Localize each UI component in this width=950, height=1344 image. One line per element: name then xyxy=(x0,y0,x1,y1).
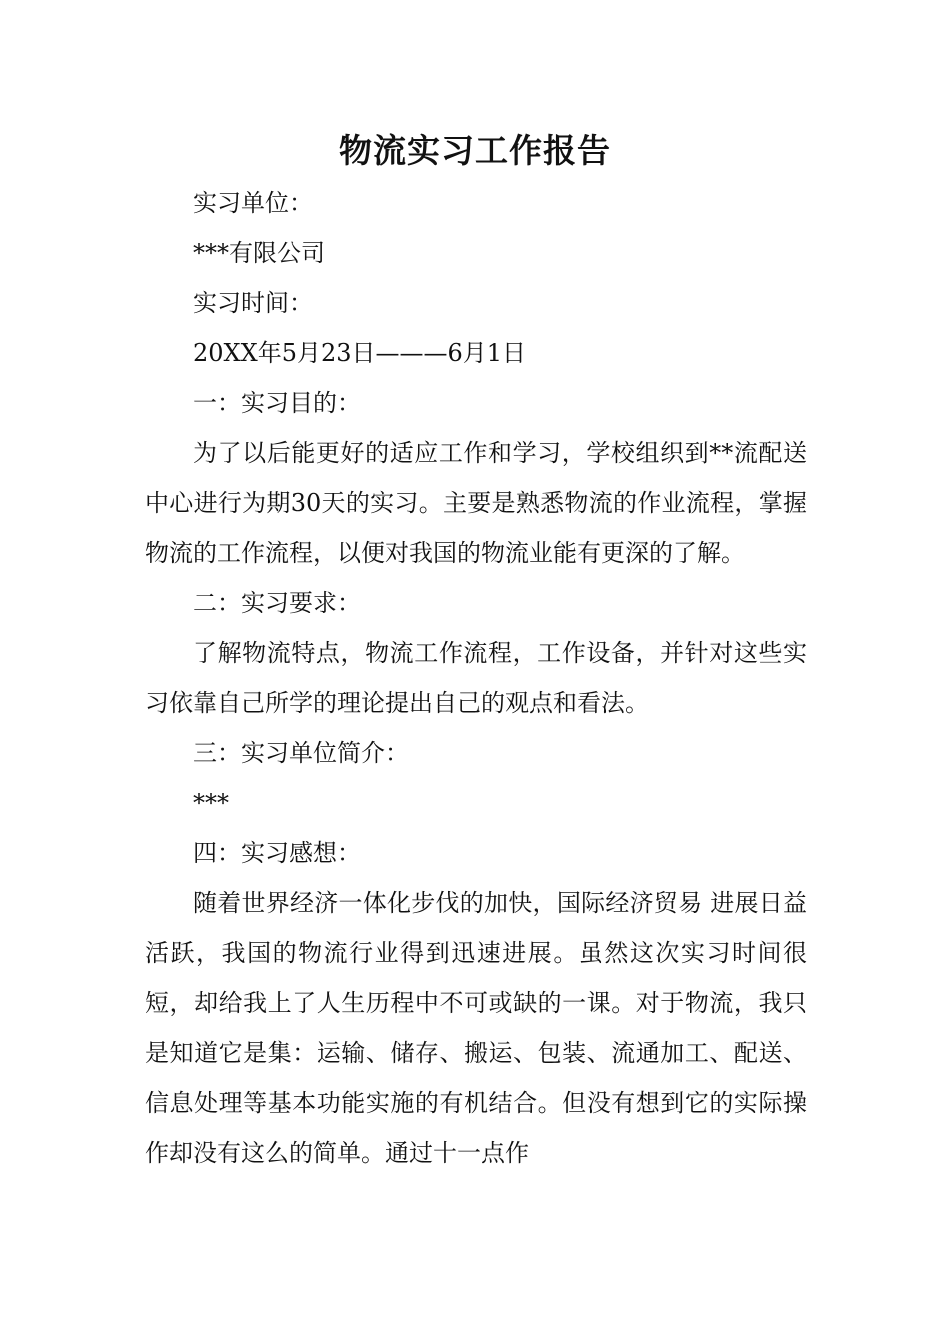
heading-purpose: 一：实习目的： xyxy=(193,389,361,417)
heading-requirements: 二：实习要求： xyxy=(193,589,361,617)
document-body xyxy=(145,178,807,1178)
heading-unit-intro: 三：实习单位简介： xyxy=(193,739,409,767)
paragraph-purpose: 为了以后能更好的适应工作和学习，学校组织到**流配送中心进行为期30天的实习。主要是熟悉物流的作业流程，掌握物流的工作流程，以便对我国的物流业能有更深的了解。 xyxy=(145,439,807,567)
paragraph-company-name: ***有限公司 xyxy=(193,239,325,267)
paragraph-unit-intro: *** xyxy=(193,789,229,817)
paragraph-internship-unit-label: 实习单位： xyxy=(193,189,313,217)
paragraph-internship-dates: 20XX年5月23日———6月1日 xyxy=(193,339,527,367)
paragraph-reflections: 随着世界经济一体化步伐的加快，国际经济贸易 进展日益活跃，我国的物流行业得到迅速进展。虽然这次实习时间很短，却给我上了人生历程中不可或缺的一课。对于物流，我只是知道它是集：运输、储存、搬运、包装、流通加工、配送、信息处理等基本功能实施的有机结合。但没有想到它的实际操作却没有这么的简单。通过十一点作 xyxy=(145,889,807,1167)
paragraph-internship-time-label: 实习时间： xyxy=(193,289,313,317)
heading-reflections: 四：实习感想： xyxy=(193,839,361,867)
paragraph-requirements: 了解物流特点，物流工作流程，工作设备，并针对这些实习依靠自己所学的理论提出自己的观点和看法。 xyxy=(145,639,807,717)
document-title: 物流实习工作报告 xyxy=(339,131,611,170)
